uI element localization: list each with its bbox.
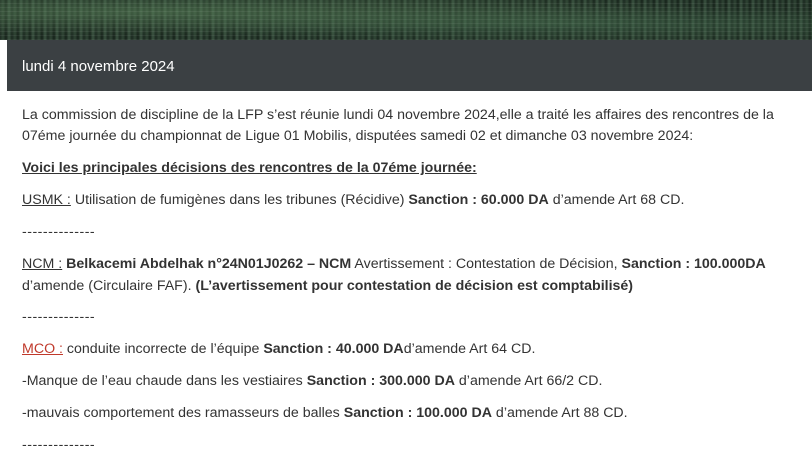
mco-text-3-end: d’amende Art 88 CD.: [491, 405, 628, 421]
ncm-player: Belkacemi Abdelhak n°24N01J0262 – NCM: [62, 256, 352, 272]
ncm-sanction: Sanction : 100.000DA: [617, 256, 766, 272]
header-banner-image: [0, 0, 812, 40]
separator: --------------: [22, 224, 96, 240]
club-label-ncm: NCM :: [22, 256, 63, 272]
mco-text-1-end: d’amende Art 64 CD.: [403, 341, 536, 357]
mco-text-1: conduite incorrecte de l’équipe: [62, 341, 264, 357]
mco-sanction-3: Sanction : 100.000 DA: [343, 405, 492, 421]
club-label-mco: MCO :: [22, 341, 63, 357]
mco-sanction-1: Sanction : 40.000 DA: [263, 341, 404, 357]
ncm-text: Avertissement : Contestation de Décision,: [351, 256, 618, 272]
ncm-note: (L’avertissement pour contestation de décision est comptabilisé): [195, 278, 634, 294]
usmk-paragraph: [22, 190, 684, 210]
usmk-sanction: Sanction : 60.000 DA: [408, 192, 549, 208]
mco-text-2-end: d’amende Art 66/2 CD.: [454, 373, 603, 389]
date-bar: [7, 40, 812, 91]
post-date: lundi 4 novembre 2024: [22, 58, 175, 75]
separator: --------------: [22, 309, 96, 325]
usmk-text: Utilisation de fumigènes dans les tribunes (Récidive): [70, 192, 409, 208]
mco-paragraph-1: [22, 339, 535, 359]
ncm-paragraph-line1: [22, 254, 766, 274]
usmk-text-end: d’amende Art 68 CD.: [548, 192, 685, 208]
intro-line-2: 07éme journée du championnat de Ligue 01 Mobilis, disputées samedi 02 et dimanche 03 novembre 2024:: [22, 128, 694, 144]
club-label-usmk: USMK :: [22, 192, 71, 208]
separator: --------------: [22, 437, 96, 453]
intro-line-1: La commission de discipline de la LFP s’est réunie lundi 04 novembre 2024,elle a traité les affaires des rencontres de la: [22, 107, 774, 123]
mco-paragraph-3: [22, 403, 628, 423]
mco-sanction-2: Sanction : 300.000 DA: [306, 373, 455, 389]
mco-text-3: -mauvais comportement des ramasseurs de balles: [22, 405, 344, 421]
ncm-text-end: d’amende (Circulaire FAF).: [22, 278, 196, 294]
ncm-paragraph-line2: [22, 276, 633, 296]
mco-text-2: -Manque de l’eau chaude dans les vestiaires: [22, 373, 307, 389]
mco-paragraph-2: [22, 371, 602, 391]
section-subtitle: Voici les principales décisions des rencontres de la 07éme journée:: [22, 160, 477, 176]
